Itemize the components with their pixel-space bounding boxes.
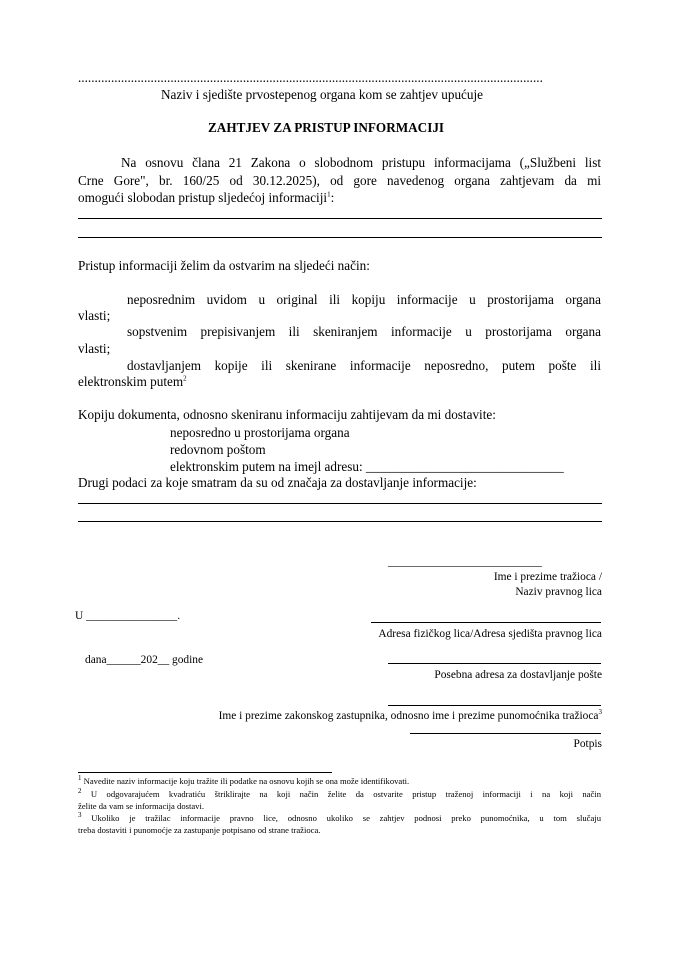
organ-caption: Naziv i sjedište prvostepenog organa kom se zahtjev upućuje [161, 87, 484, 102]
access-heading: Pristup informaciji želim da ostvarim na sljedeći način: [78, 258, 370, 273]
name-signature-line: ___________________________ [388, 556, 542, 568]
special-address-caption: Posebna adresa za dostavljanje pošte [434, 669, 602, 681]
date-field: dana______202__ godine [85, 654, 203, 666]
representative-caption: Ime i prezime zakonskog zastupnika, odnosno ime i prezime punomoćnika tražioca$^3$ [218, 708, 602, 722]
signature-caption: Potpis [573, 738, 602, 750]
address-line [371, 622, 601, 623]
other-data-heading: Drugi podaci za koje smatram da su od značaja za dostavljanje informacije: [78, 475, 477, 490]
name-caption-2: Naziv pravnog lica [515, 586, 602, 598]
place-field: U ________________. [75, 610, 181, 622]
footnote-separator [78, 772, 332, 773]
footnote-3-line-1: $^3$ Ukoliko je tražilac informacije pravno lice, odnosno ukoliko se zahtjev podnosi preko punomoćnika, u tom slučaju [78, 811, 601, 823]
access-option-3-line-2: elektronskim putem$^2$ [78, 374, 187, 389]
footnote-3-line-2: treba dostaviti i punomoćje za zastupanje potpisano od strane tražioca. [78, 825, 321, 835]
footnote-ref-2: 2 [183, 374, 187, 383]
footnote-1: $^1$ Navedite naziv informacije koju tražite ili podatke na osnovu kojih se ona može identifikovati. [78, 774, 410, 786]
page-title: ZAHTJEV ZA PRISTUP INFORMACIJI [208, 120, 445, 135]
info-fill-line-2 [78, 237, 602, 238]
intro-line-3: omogući slobodan pristup sljedećoj informaciji$^1$: [78, 190, 335, 205]
other-data-line-2 [78, 521, 602, 522]
delivery-option-3: elektronskim putem na imejl adresu: ______________________________ [170, 459, 564, 474]
delivery-heading: Kopiju dokumenta, odnosno skeniranu informaciju zahtijevam da mi dostavite: [78, 407, 496, 422]
signature-line [410, 733, 601, 734]
info-fill-line-1 [78, 218, 602, 219]
footnote-2-line-2: želite da vam se informacija dostavi. [78, 801, 204, 811]
footnote-ref-3: 3 [598, 708, 602, 717]
other-data-line-1 [78, 503, 602, 504]
access-option-3-line-1: dostavljanjem kopije ili skenirane informacije neposredno, putem pošte ili [127, 358, 601, 373]
access-option-1-line-2: vlasti; [78, 308, 111, 323]
name-caption-1: Ime i prezime tražioca / [493, 571, 602, 583]
special-address-line [388, 663, 601, 664]
representative-line [388, 705, 601, 706]
access-option-2-line-1: sopstvenim prepisivanjem ili skeniranjem informacije u prostorijama organa [127, 324, 601, 339]
access-option-2-line-2: vlasti; [78, 341, 111, 356]
footnote-ref-1: 1 [327, 190, 331, 199]
intro-line-1: Na osnovu člana 21 Zakona o slobodnom pristupu informacijama („Službeni list [121, 155, 601, 170]
access-option-1-line-1: neposrednim uvidom u original ili kopiju informacije u prostorijama organa [127, 292, 601, 307]
organ-dotted-line: ............................................................................................................................................. [78, 70, 543, 85]
delivery-option-2: redovnom poštom [170, 442, 266, 457]
address-caption: Adresa fizičkog lica/Adresa sjedišta pravnog lica [378, 628, 602, 640]
delivery-option-1: neposredno u prostorijama organa [170, 425, 350, 440]
footnote-2-line-1: $^2$ U odgovarajućem kvadratiću štriklirajte na koji način želite da ostvarite pristup traženoj informaciji i na koji način [78, 787, 601, 799]
intro-line-2: Crne Gore", br. 160/25 od 30.12.2025), od gore navedenog organa zahtjevam da mi [78, 173, 601, 188]
